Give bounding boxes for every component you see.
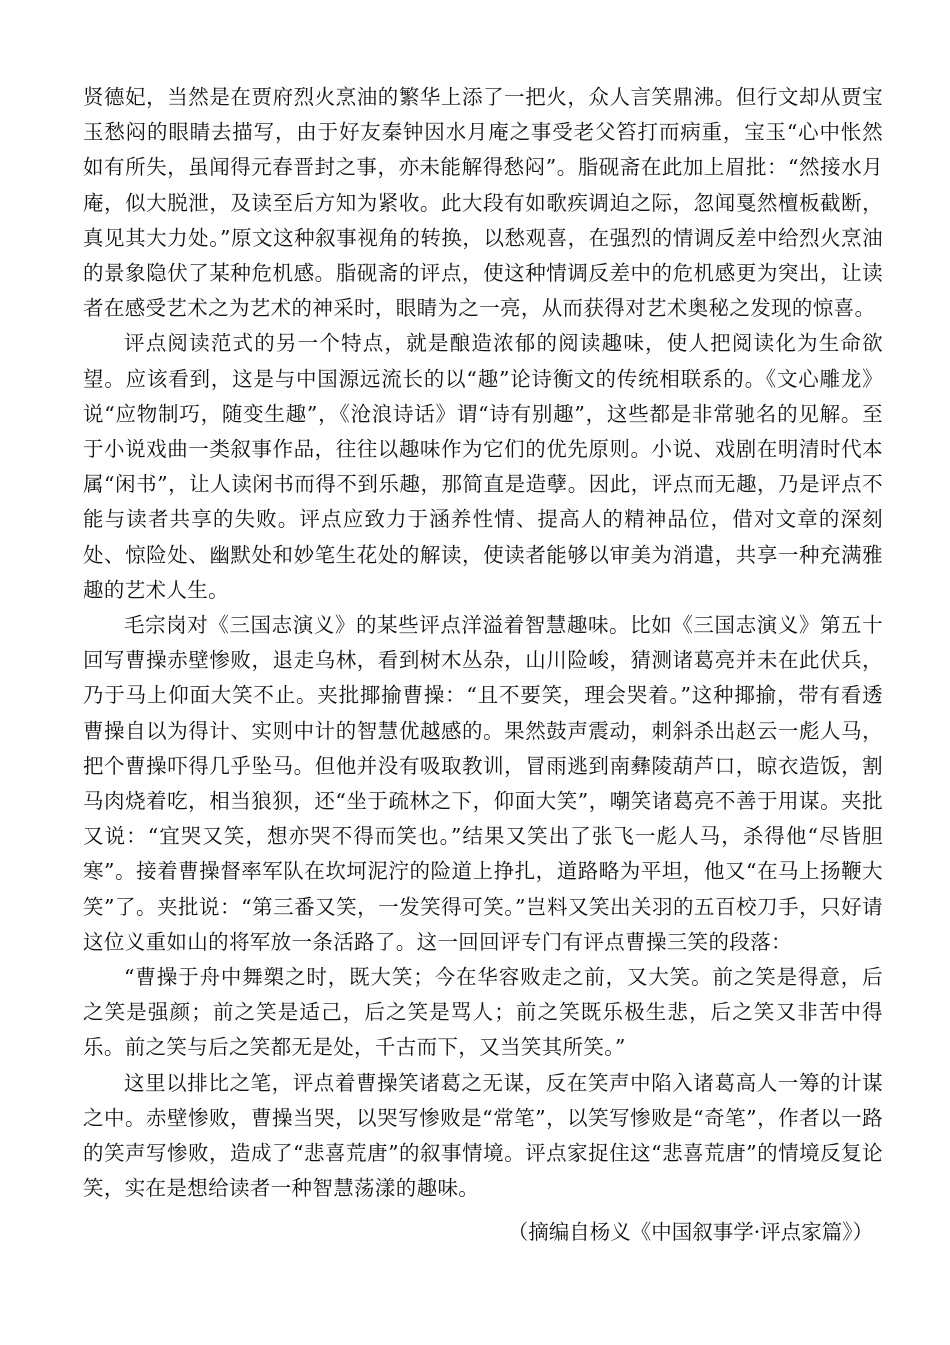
- source-citation: （摘编自杨义《中国叙事学·评点家篇》）: [507, 1219, 873, 1244]
- article-body: [83, 80, 883, 1250]
- paragraph-3: 毛宗岗对《三国志演义》的某些评点洋溢着智慧趣味。比如《三国志演义》第五十回写曹操赤壁惨败，退走乌林，看到树木丛杂，山川险峻，猜测诸葛亮并未在此伏兵，乃于马上仰面大笑不止。夹批揶揄曹操：“且不要笑，理会哭着。”这种揶揄，带有看透曹操自以为得计、实则中计的智慧优越感的。果然鼓声震动，刺斜杀出赵云一彪人马，把个曹操吓得几乎坠马。但他并没有吸取教训，冒雨逃到南彝陵葫芦口，晾衣造饭，割马肉烧着吃，相当狼狈，还“坐于疏林之下，仰面大笑”，嘲笑诸葛亮不善于用谋。夹批又说：“宜哭又笑，想亦哭不得而笑也。”结果又笑出了张飞一彪人马，杀得他“尽皆胆寒”。接着曹操督率军队在坎坷泥泞的险道上挣扎，道路略为平坦，他又“在马上扬鞭大笑”了。夹批说：“第三番又笑，一发笑得可笑。”岂料又笑出关羽的五百校刀手，只好请这位义重如山的将军放一条活路了。这一回回评专门有评点曹操三笑的段落：: [83, 613, 883, 954]
- paragraph-5: 这里以排比之笔，评点着曹操笑诸葛之无谋，反在笑声中陷入诸葛高人一筹的计谋之中。赤壁惨败，曹操当哭，以哭写惨败是“常笔”，以笑写惨败是“奇笔”，作者以一路的笑声写惨败，造成了“悲喜荒唐”的叙事情境。评点家捉住这“悲喜荒唐”的情境反复论笑，实在是想给读者一种智慧荡漾的趣味。: [83, 1070, 883, 1201]
- paragraph-2: 评点阅读范式的另一个特点，就是酿造浓郁的阅读趣味，使人把阅读化为生命欲望。应该看到，这是与中国源远流长的以“趣”论诗衡文的传统相联系的。《文心雕龙》说“应物制巧，随变生趣”，《沧浪诗话》谓“诗有别趣”，这些都是非常驰名的见解。至于小说戏曲一类叙事作品，往往以趣味作为它们的优先原则。小说、戏剧在明清时代本属“闲书”，让人读闲书而得不到乐趣，那简直是造孽。因此，评点而无趣，乃是评点不能与读者共享的失败。评点应致力于涵养性情、提高人的精神品位，借对文章的深刻处、惊险处、幽默处和妙笔生花处的解读，使读者能够以审美为消遣，共享一种充满雅趣的艺术人生。: [83, 331, 883, 602]
- quoted-commentary: “曹操于舟中舞槊之时，既大笑；今在华容败走之前，又大笑。前之笑是得意，后之笑是强颜；前之笑是适己，后之笑是骂人；前之笑既乐极生悲，后之笑又非苦中得乐。前之笑与后之笑都无是处，千古而下，又当笑其所笑。”: [83, 965, 883, 1060]
- paragraph-1: 贤德妃，当然是在贾府烈火烹油的繁华上添了一把火，众人言笑鼎沸。但行文却从贾宝玉愁闷的眼睛去描写，由于好友秦钟因水月庵之事受老父笞打而病重，宝玉“心中怅然如有所失，虽闻得元春晋封之事，亦未能解得愁闷”。脂砚斋在此加上眉批：“然接水月庵，似大脱泄，及读至后方知为紧收。此大段有如歌疾调迫之际，忽闻戛然檀板截断，真见其大力处。”原文这种叙事视角的转换，以愁观喜，在强烈的情调反差中给烈火烹油的景象隐伏了某种危机感。脂砚斋的评点，使这种情调反差中的危机感更为突出，让读者在感受艺术之为艺术的神采时，眼睛为之一亮，从而获得对艺术奥秘之发现的惊喜。: [83, 85, 883, 321]
